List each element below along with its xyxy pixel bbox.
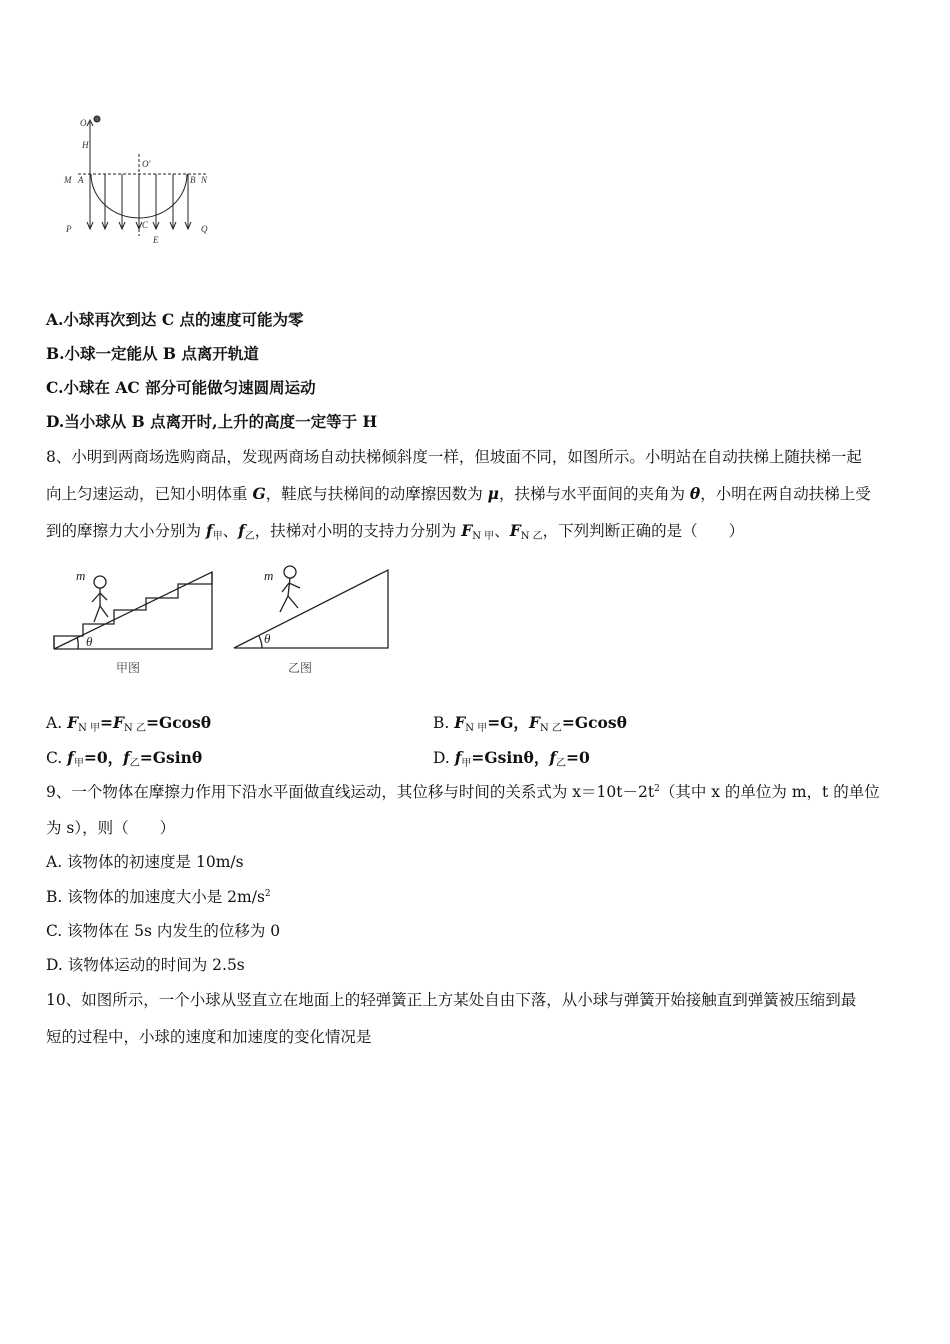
escalator-figures (50, 562, 400, 682)
q8-option-c: C. f甲=0，f乙=Gsinθ (46, 748, 203, 769)
q7-option-b: B.小球一定能从 B 点离开轨道 (46, 344, 259, 363)
q9-option-b: B. 该物体的加速度大小是 $2m/s^2$ (46, 888, 271, 906)
label-E: E (153, 235, 159, 245)
ball (94, 116, 100, 122)
q9-option-a: A. 该物体的初速度是 10m/s (46, 853, 244, 871)
theta-label-right: θ (264, 631, 271, 646)
q7-option-a: A.小球再次到达 C 点的速度可能为零 (46, 310, 304, 329)
label-N: N (201, 175, 208, 185)
q7-option-d: D.当小球从 B 点离开时,上升的高度一定等于 H (46, 412, 378, 431)
q8-stem-line1: 8、小明到两商场选购商品，发现两商场自动扶梯倾斜度一样，但坡面不同，如图所示。小明站在自动扶梯上随扶梯一起 (46, 448, 862, 466)
mass-label-right: m (264, 568, 274, 583)
q8-option-a: A. FN 甲=FN 乙=Gcosθ (46, 713, 212, 734)
q9-option-c: C. 该物体在 5s 内发生的位移为 0 (46, 922, 281, 940)
theta-label-left: θ (86, 634, 93, 649)
label-B: B (190, 175, 196, 185)
q10-stem-line1: 10、如图所示，一个小球从竖直立在地面上的轻弹簧正上方某处自由下落，从小球与弹簧开始接触直到弹簧被压缩到最 (46, 991, 857, 1009)
label-A: A (78, 175, 84, 185)
label-P: P (66, 224, 72, 234)
label-C: C (142, 220, 149, 230)
semicircle-track-figure (60, 110, 220, 250)
q9-option-d: D. 该物体运动的时间为 2.5s (46, 956, 245, 974)
q7-option-c: C.小球在 AC 部分可能做匀速圆周运动 (46, 378, 316, 397)
q8-stem-line3: 到的摩擦力大小分别为 f甲、f乙，扶梯对小明的支持力分别为 FN 甲、FN 乙，下列判断正确的是（ ） (46, 521, 745, 542)
label-M: M (64, 175, 72, 185)
q8-option-d: D. f甲=Gsinθ，f乙=0 (433, 748, 590, 769)
label-Oprime: O' (142, 159, 151, 169)
q9-stem-line1: 9、一个物体在摩擦力作用下沿水平面做直线运动，其位移与时间的关系式为 $x=10t-2t^2$（其中 x 的单位为 m，t 的单位 (46, 783, 880, 801)
label-H: H (82, 140, 89, 150)
q9-stem-line2: 为 s），则（ ） (46, 819, 176, 837)
caption-yi: 乙图 (288, 661, 313, 675)
q8-option-b: B. FN 甲=G，FN 乙=Gcosθ (433, 713, 627, 734)
q10-stem-line2: 短的过程中，小球的速度和加速度的变化情况是 (46, 1028, 372, 1046)
label-Q: Q (201, 224, 208, 234)
mass-label-left: m (76, 568, 86, 583)
caption-jia: 甲图 (116, 661, 141, 675)
q8-stem-line2: 向上匀速运动，已知小明体重 G，鞋底与扶梯间的动摩擦因数为 μ，扶梯与水平面间的夹角为 θ，小明在两自动扶梯上受 (46, 484, 871, 503)
label-O: O (80, 118, 87, 128)
